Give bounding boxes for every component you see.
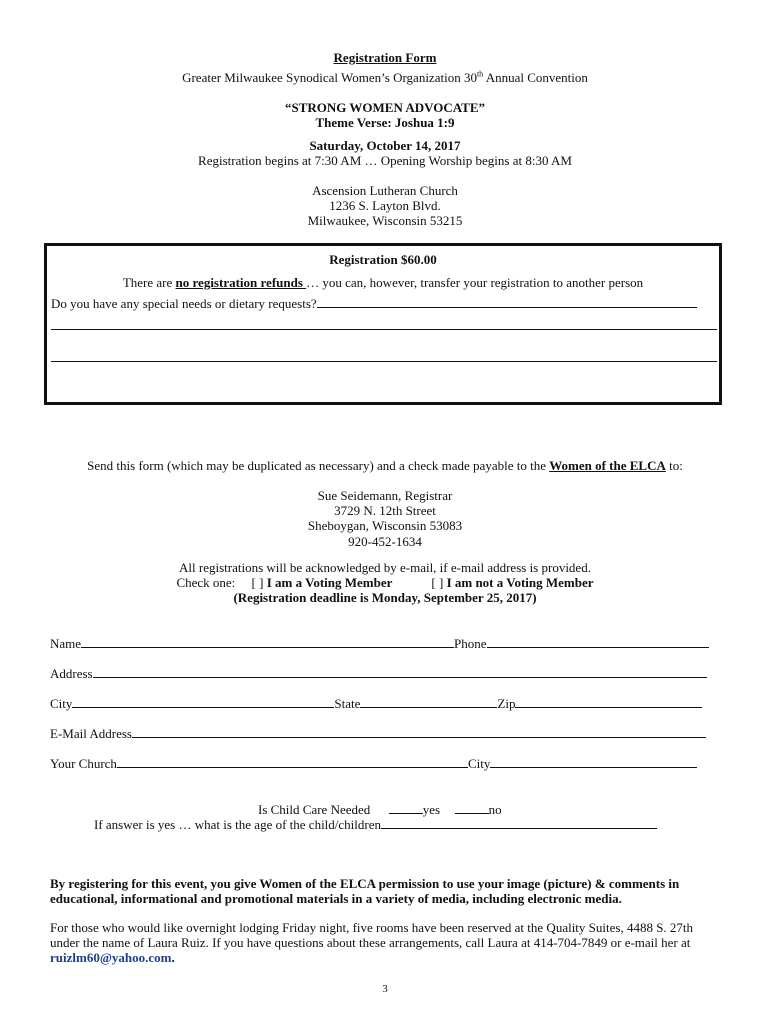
theme-verse: Theme Verse: Joshua 1:9 bbox=[315, 115, 455, 130]
registration-deadline: (Registration deadline is Monday, September 25, 2017) bbox=[233, 590, 537, 605]
address-label: Address bbox=[50, 666, 93, 681]
org-line-sup: th bbox=[476, 69, 484, 79]
org-line-before: Greater Milwaukee Synodical Women’s Organization 30 bbox=[182, 70, 477, 85]
org-line-after: Annual Convention bbox=[483, 70, 588, 85]
city-input[interactable] bbox=[72, 695, 334, 708]
event-times: Registration begins at 7:30 AM … Opening Worship begins at 8:30 AM bbox=[198, 153, 572, 168]
refund-policy bbox=[47, 275, 719, 290]
registrar-phone: 920-452-1634 bbox=[348, 534, 422, 549]
phone-input[interactable] bbox=[487, 635, 709, 648]
church-city-input[interactable] bbox=[490, 755, 697, 768]
registrar-city: Sheboygan, Wisconsin 53083 bbox=[307, 518, 463, 533]
send-text-before: Send this form (which may be duplicated as necessary) and a check made payable to the bbox=[87, 458, 550, 473]
theme-title: “STRONG WOMEN ADVOCATE” bbox=[284, 100, 486, 115]
check-one-row bbox=[0, 575, 770, 590]
convention-line bbox=[0, 70, 770, 85]
email-row bbox=[50, 725, 715, 741]
lodging-end: . bbox=[171, 950, 175, 965]
child-age-input[interactable] bbox=[381, 816, 657, 829]
zip-label: Zip bbox=[497, 696, 516, 711]
city-label: City bbox=[50, 696, 73, 711]
send-instructions bbox=[0, 458, 770, 473]
special-needs-line-2[interactable] bbox=[51, 328, 717, 330]
church-city-label: City bbox=[467, 756, 491, 771]
venue-street: 1236 S. Layton Blvd. bbox=[329, 198, 441, 213]
venue-name: Ascension Lutheran Church bbox=[312, 183, 458, 198]
page-number: 3 bbox=[382, 983, 388, 995]
church-row bbox=[50, 755, 715, 771]
venue-city: Milwaukee, Wisconsin 53215 bbox=[307, 213, 463, 228]
special-needs-input[interactable] bbox=[317, 295, 697, 308]
child-care-question: Is Child Care Needed bbox=[258, 802, 371, 817]
zip-input[interactable] bbox=[515, 695, 702, 708]
state-label: State bbox=[334, 696, 361, 711]
lodging-text: For those who would like overnight lodging Friday night, five rooms have been reserved at the Quality Suites, 4488 S. 27th under the name of Laura Ruiz. If you have questions about these arrangements, call Laura at 414-704-7849 or e-mail her at bbox=[50, 920, 694, 950]
child-care-no-input[interactable] bbox=[455, 801, 489, 814]
check-one-label: Check one: bbox=[176, 575, 236, 590]
address-input[interactable] bbox=[93, 665, 707, 678]
child-age-row bbox=[94, 816, 657, 832]
refund-before: There are bbox=[122, 275, 176, 290]
name-input[interactable] bbox=[81, 635, 454, 648]
send-text-after: to: bbox=[665, 458, 683, 473]
special-needs-label: Do you have any special needs or dietary requests? bbox=[51, 296, 317, 311]
address-row bbox=[50, 665, 715, 681]
city-state-zip-row bbox=[50, 695, 715, 711]
registrar-name: Sue Seidemann, Registrar bbox=[317, 488, 453, 503]
phone-label: Phone bbox=[454, 636, 487, 651]
email-input[interactable] bbox=[132, 725, 706, 738]
child-care-row bbox=[258, 801, 502, 817]
form-title: Registration Form bbox=[333, 50, 437, 65]
child-care-no-label: no bbox=[488, 802, 502, 817]
payee-name: Women of the ELCA bbox=[549, 458, 666, 473]
special-needs-row bbox=[51, 295, 717, 311]
acknowledgement-note: All registrations will be acknowledged by e-mail, if e-mail address is provided. bbox=[179, 560, 591, 575]
child-care-yes-label: yes bbox=[422, 802, 441, 817]
lodging-info bbox=[50, 920, 722, 965]
not-voting-member-label: I am not a Voting Member bbox=[446, 575, 594, 590]
refund-after: … you can, however, transfer your registration to another person bbox=[306, 275, 644, 290]
child-age-label: If answer is yes … what is the age of the child/children bbox=[94, 817, 381, 832]
special-needs-line-3[interactable] bbox=[51, 360, 717, 362]
child-care-yes-input[interactable] bbox=[389, 801, 423, 814]
media-permission-notice: By registering for this event, you give Women of the ELCA permission to use your image (picture) & comments in educational, informational and promotional materials in a variety of media, including electronic media. bbox=[50, 876, 680, 906]
event-date: Saturday, October 14, 2017 bbox=[309, 138, 461, 153]
registration-box bbox=[44, 243, 722, 405]
voting-member-label: I am a Voting Member bbox=[266, 575, 393, 590]
not-voting-member-checkbox[interactable]: [ ] bbox=[431, 575, 444, 590]
registration-fee: Registration $60.00 bbox=[329, 252, 437, 267]
church-label: Your Church bbox=[50, 756, 117, 771]
state-input[interactable] bbox=[360, 695, 497, 708]
name-phone-row bbox=[50, 635, 715, 651]
laura-email-link[interactable]: ruizlm60@yahoo.com bbox=[50, 950, 172, 965]
name-label: Name bbox=[50, 636, 82, 651]
church-input[interactable] bbox=[117, 755, 468, 768]
registrar-street: 3729 N. 12th Street bbox=[334, 503, 436, 518]
email-label: E-Mail Address bbox=[50, 726, 132, 741]
refund-emphasis: no registration refunds bbox=[175, 275, 307, 290]
voting-member-checkbox[interactable]: [ ] bbox=[251, 575, 264, 590]
